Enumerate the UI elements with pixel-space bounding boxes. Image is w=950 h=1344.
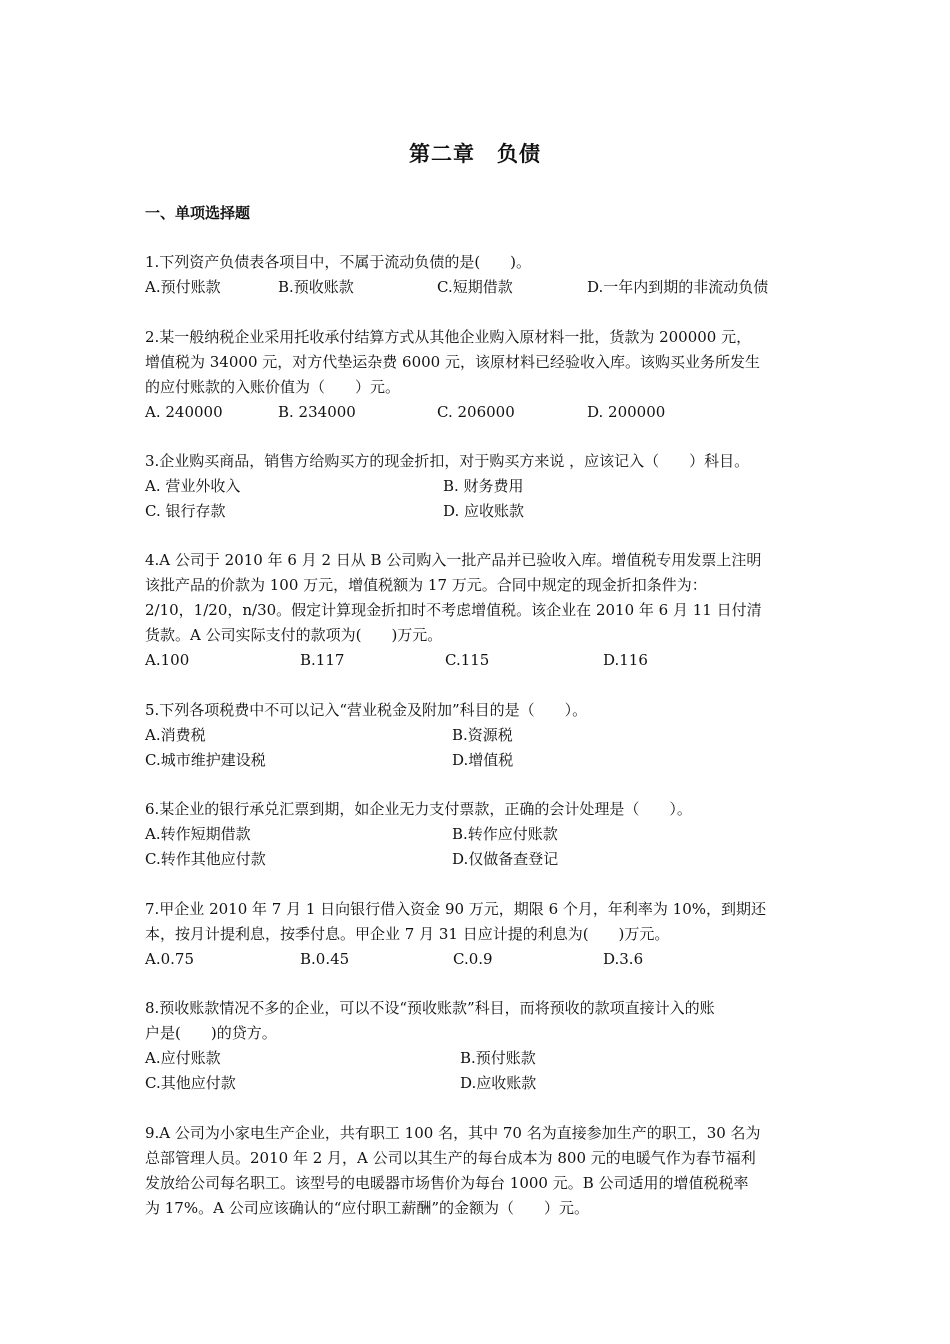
option-row: [145, 648, 825, 673]
option-d: D.增值税: [452, 751, 514, 769]
option-row: [145, 400, 825, 425]
question-stem-line: 增值税为 34000 元，对方代垫运杂费 6000 元，该原材料已经验收入库。该购买业务所发生: [145, 353, 760, 371]
option-b: B.预收账款: [278, 278, 354, 296]
option-c: C.其他应付款: [145, 1074, 236, 1092]
option-a: A.100: [145, 651, 190, 669]
option-a: A.预付账款: [145, 278, 221, 296]
option-row: [145, 847, 825, 872]
option-c: C.城市维护建设税: [145, 751, 266, 769]
question-stem-line: 5.下列各项税费中不可以记入“营业税金及附加”科目的是（ ）。: [145, 701, 588, 719]
option-c: C. 206000: [437, 403, 515, 421]
question-stem-line: 9.A 公司为小家电生产企业，共有职工 100 名，其中 70 名为直接参加生产的职工，30 名为: [145, 1124, 761, 1142]
option-c: C. 银行存款: [145, 502, 226, 520]
option-row: [145, 748, 825, 773]
question-3: [145, 449, 825, 524]
option-a: A. 营业外收入: [145, 477, 241, 495]
option-a: A.转作短期借款: [145, 825, 251, 843]
option-c: C.0.9: [453, 950, 493, 968]
question-stem-line: 6.某企业的银行承兑汇票到期，如企业无力支付票款，正确的会计处理是（ ）。: [145, 800, 692, 818]
question-5: [145, 698, 825, 773]
question-6: [145, 797, 825, 872]
chapter-title: 第二章 负债: [409, 142, 541, 166]
question-9: [145, 1121, 825, 1221]
question-stem-line: 8.预收账款情况不多的企业，可以不设“预收账款”科目，而将预收的款项直接计入的账: [145, 999, 715, 1017]
question-7: [145, 897, 825, 972]
option-row: [145, 1071, 825, 1096]
question-stem-line: 1.下列资产负债表各项目中，不属于流动负债的是( )。: [145, 253, 532, 271]
question-stem-line: 发放给公司每名职工。该型号的电暖器市场售价为每台 1000 元。B 公司适用的增值税税率: [145, 1174, 749, 1192]
option-row: [145, 275, 825, 300]
option-b: B.转作应付账款: [452, 825, 558, 843]
question-1: [145, 250, 825, 300]
option-b: B. 财务费用: [443, 477, 524, 495]
question-stem-line: 2/10，1/20，n/30。假定计算现金折扣时不考虑增值税。该企业在 2010 年 6 月 11 日付清: [145, 601, 762, 619]
question-2: [145, 325, 825, 425]
option-row: [145, 822, 825, 847]
question-stem-line: 户是( )的贷方。: [145, 1024, 277, 1042]
option-d: D.应收账款: [460, 1074, 537, 1092]
question-stem-line: 该批产品的价款为 100 万元，增值税额为 17 万元。合同中规定的现金折扣条件为：: [145, 576, 707, 594]
option-row: [145, 723, 825, 748]
option-a: A. 240000: [145, 403, 223, 421]
option-d: D. 200000: [587, 403, 666, 421]
option-row: [145, 1046, 825, 1071]
option-d: D.仅做备查登记: [452, 850, 559, 868]
option-c: C.115: [445, 651, 490, 669]
question-stem-line: 货款。A 公司实际支付的款项为( )万元。: [145, 626, 443, 644]
question-stem-line: 本，按月计提利息，按季付息。甲企业 7 月 31 日应计提的利息为( )万元。: [145, 925, 670, 943]
option-b: B.0.45: [300, 950, 350, 968]
option-a: A.应付账款: [145, 1049, 221, 1067]
question-8: [145, 996, 825, 1096]
option-b: B.117: [300, 651, 345, 669]
question-4: [145, 548, 825, 673]
option-d: D.3.6: [603, 950, 644, 968]
option-b: B.资源税: [452, 726, 513, 744]
option-a: A.消费税: [145, 726, 206, 744]
question-stem-line: 的应付账款的入账价值为（ ）元。: [145, 378, 401, 396]
option-d: D. 应收账款: [443, 502, 525, 520]
question-stem-line: 2.某一般纳税企业采用托收承付结算方式从其他企业购入原材料一批，货款为 200000 元，: [145, 328, 752, 346]
option-b: B.预付账款: [460, 1049, 536, 1067]
question-stem-line: 3.企业购买商品，销售方给购买方的现金折扣，对于购买方来说 ，应该记入（ ）科目。: [145, 452, 750, 470]
option-b: B. 234000: [278, 403, 356, 421]
option-row: [145, 947, 825, 972]
option-c: C.转作其他应付款: [145, 850, 266, 868]
option-c: C.短期借款: [437, 278, 513, 296]
section-heading: 一、单项选择题: [145, 204, 251, 222]
question-stem-line: 总部管理人员。2010 年 2 月，A 公司以其生产的每台成本为 800 元的电暖气作为春节福利: [145, 1149, 756, 1167]
option-row: [145, 474, 825, 499]
option-d: D.一年内到期的非流动负债: [587, 278, 769, 296]
question-stem-line: 7.甲企业 2010 年 7 月 1 日向银行借入资金 90 万元，期限 6 个月，年利率为 10%，到期还: [145, 900, 766, 918]
question-stem-line: 为 17%。A 公司应该确认的“应付职工薪酬”的金额为（ ）元。: [145, 1199, 590, 1217]
question-stem-line: 4.A 公司于 2010 年 6 月 2 日从 B 公司购入一批产品并已验收入库。增值税专用发票上注明: [145, 551, 762, 569]
option-row: [145, 499, 825, 524]
option-d: D.116: [603, 651, 648, 669]
option-a: A.0.75: [145, 950, 194, 968]
